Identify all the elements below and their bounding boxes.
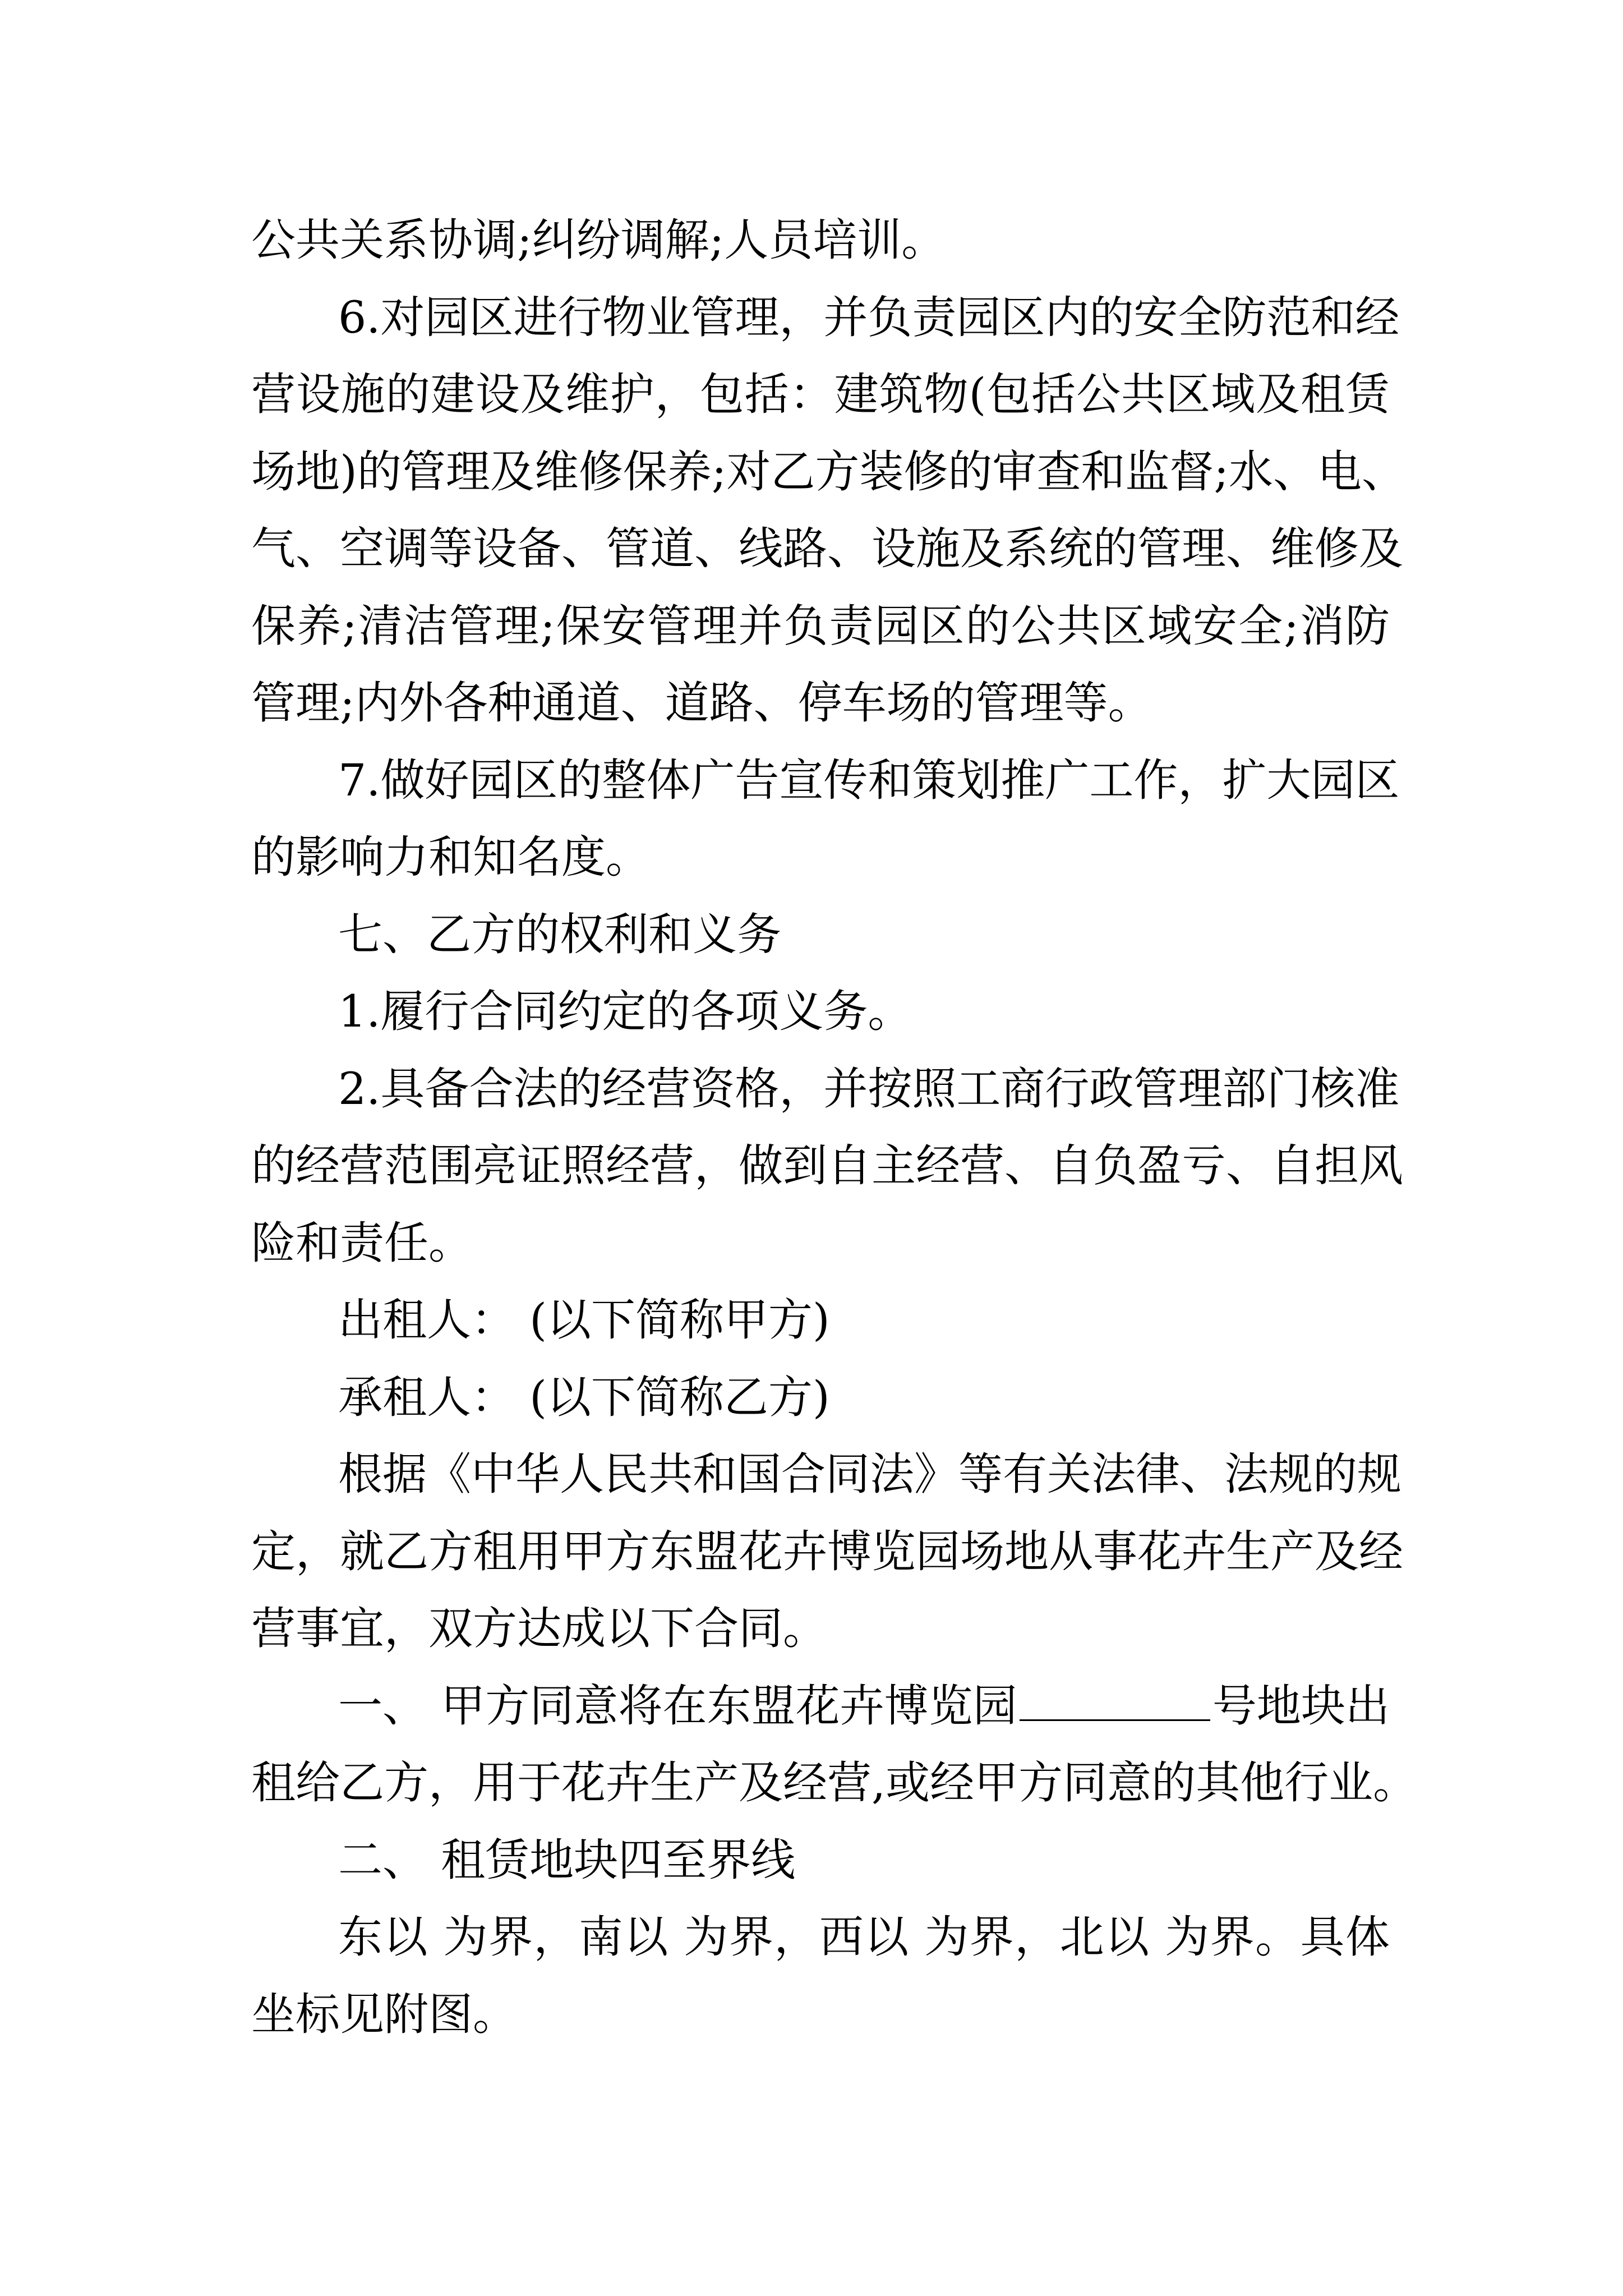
- text-line-l20: [251, 1668, 1390, 1745]
- text-line-l18: 定，就乙方租用甲方东盟花卉博览园场地从事花卉生产及经: [251, 1525, 1403, 1577]
- text-line-l01: 公共关系协调;纠纷调解;人员培训。: [251, 214, 946, 266]
- text-line-l17: 根据《中华人民共和国合同法》等有关法律、法规的规: [338, 1448, 1401, 1500]
- text-line-l21: 租给乙方，用于花卉生产及经营,或经甲方同意的其他行业。: [251, 1757, 1418, 1809]
- text-line-l15: 出租人： (以下简称甲方): [338, 1294, 830, 1346]
- text-line-l05: 气、空调等设备、管道、线路、设施及系统的管理、维修及: [251, 523, 1403, 574]
- text-line-l07: 管理;内外各种通道、道路、停车场的管理等。: [251, 677, 1152, 729]
- text-line-l02: 6.对园区进行物业管理，并负责园区内的安全防范和经: [338, 291, 1400, 343]
- text-lines: [251, 202, 1407, 1668]
- document-body: [251, 202, 1418, 2053]
- text-line-l06: 保养;清洁管理;保安管理并负责园区的公共区域安全;消防: [251, 600, 1390, 652]
- text-line-l23: 东以 为界，南以 为界，西以 为界，北以 为界。具体: [338, 1911, 1390, 1963]
- clause-1-text-before: 一、 甲方同意将在东盟花卉博览园: [338, 1680, 1017, 1732]
- text-line-l04: 场地)的管理及维修保养;对乙方装修的审查和监督;水、电、: [251, 445, 1407, 498]
- clause-1-text-after: 号地块出: [1212, 1680, 1390, 1732]
- text-line-l08: 7.做好园区的整体广告宣传和策划推广工作，扩大园区: [338, 754, 1400, 806]
- text-line-l12: 2.具备合法的经营资格，并按照工商行政管理部门核准: [338, 1062, 1400, 1115]
- text-line-l24: 坐标见附图。: [251, 1988, 517, 2040]
- text-line-l09: 的影响力和知名度。: [251, 831, 650, 883]
- plot-number-blank: [1020, 1677, 1210, 1721]
- text-line-l03: 营设施的建设及维护，包括：建筑物(包括公共区域及租赁: [251, 369, 1390, 420]
- text-line-l22: 二、 租赁地块四至界线: [338, 1834, 796, 1886]
- text-line-l10: 七、乙方的权利和义务: [338, 908, 781, 960]
- text-line-l14: 险和责任。: [251, 1217, 473, 1269]
- text-line-l13: 的经营范围亮证照经营，做到自主经营、自负盈亏、自担风: [251, 1140, 1403, 1191]
- text-line-l11: 1.履行合同约定的各项义务。: [338, 986, 912, 1037]
- text-line-l16: 承租人： (以下简称乙方): [338, 1371, 830, 1423]
- text-line-l19: 营事宜，双方达成以下合同。: [251, 1603, 827, 1654]
